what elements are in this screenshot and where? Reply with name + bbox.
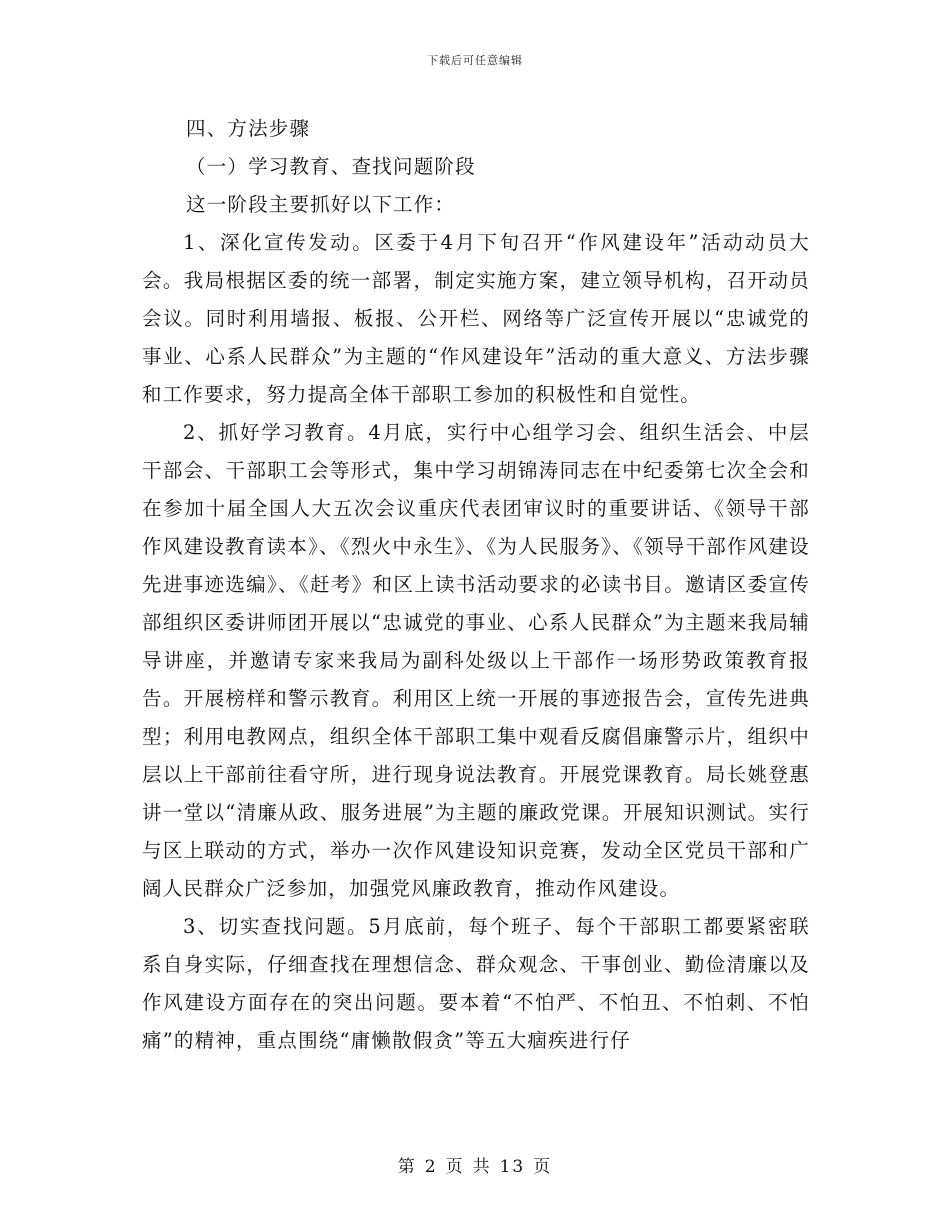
- footer-suffix: 页: [533, 1157, 553, 1177]
- document-body: [142, 110, 810, 1060]
- section-heading: 四、方法步骤: [186, 117, 311, 140]
- stage-heading: （一）学习教育、查找问题阶段: [186, 155, 476, 178]
- footer-total-pages: 13: [499, 1157, 526, 1177]
- page-footer: [0, 1152, 950, 1177]
- page-header: [0, 52, 950, 68]
- footer-current-page: 2: [424, 1157, 438, 1177]
- paragraph-3: 3、切实查找问题。5月底前，每个班子、每个干部职工都要紧密联系自身实际，仔细查找在理想信念、群众观念、干事创业、勤俭清廉以及作风建设方面存在的突出问题。要本着“不怕严、不怕丑、不怕刺、不怕痛”的精神，重点围绕“庸懒散假贪”等五大痼疾进行仔: [142, 915, 810, 1052]
- intro-line: 这一阶段主要抓好以下工作：: [186, 193, 456, 216]
- footer-prefix: 第: [397, 1157, 417, 1177]
- header-note: 下载后可任意编辑: [427, 54, 523, 67]
- paragraph-1: 1、深化宣传发动。区委于4月下旬召开“作风建设年”活动动员大会。我局根据区委的统一部署，制定实施方案，建立领导机构，召开动员会议。同时利用墙报、板报、公开栏、网络等广泛宣传开展以“忠诚党的事业、心系人民群众”为主题的“作风建设年”活动的重大意义、方法步骤和工作要求，努力提高全体干部职工参加的积极性和自觉性。: [142, 231, 810, 406]
- paragraph-2: 2、抓好学习教育。4月底，实行中心组学习会、组织生活会、中层干部会、干部职工会等形式，集中学习胡锦涛同志在中纪委第七次全会和在参加十届全国人大五次会议重庆代表团审议时的重要讲话、《领导干部作风建设教育读本》、《烈火中永生》、《为人民服务》、《领导干部作风建设先进事迹选编》、《赶考》和区上读书活动要求的必读书目。邀请区委宣传部组织区委讲师团开展以“忠诚党的事业、心系人民群众”为主题来我局辅导讲座，并邀请专家来我局为副科处级以上干部作一场形势政策教育报告。开展榜样和警示教育。利用区上统一开展的事迹报告会，宣传先进典型；利用电教网点，组织全体干部职工集中观看反腐倡廉警示片，组织中层以上干部前往看守所，进行现身说法教育。开展党课教育。局长姚登惠讲一堂以“清廉从政、服务进展”为主题的廉政党课。开展知识测试。实行与区上联动的方式，举办一次作风建设知识竞赛，发动全区党员干部和广阔人民群众广泛参加，加强党风廉政教育，推动作风建设。: [142, 421, 810, 900]
- footer-page-word: 页: [445, 1157, 465, 1177]
- footer-total-word: 共: [472, 1157, 492, 1177]
